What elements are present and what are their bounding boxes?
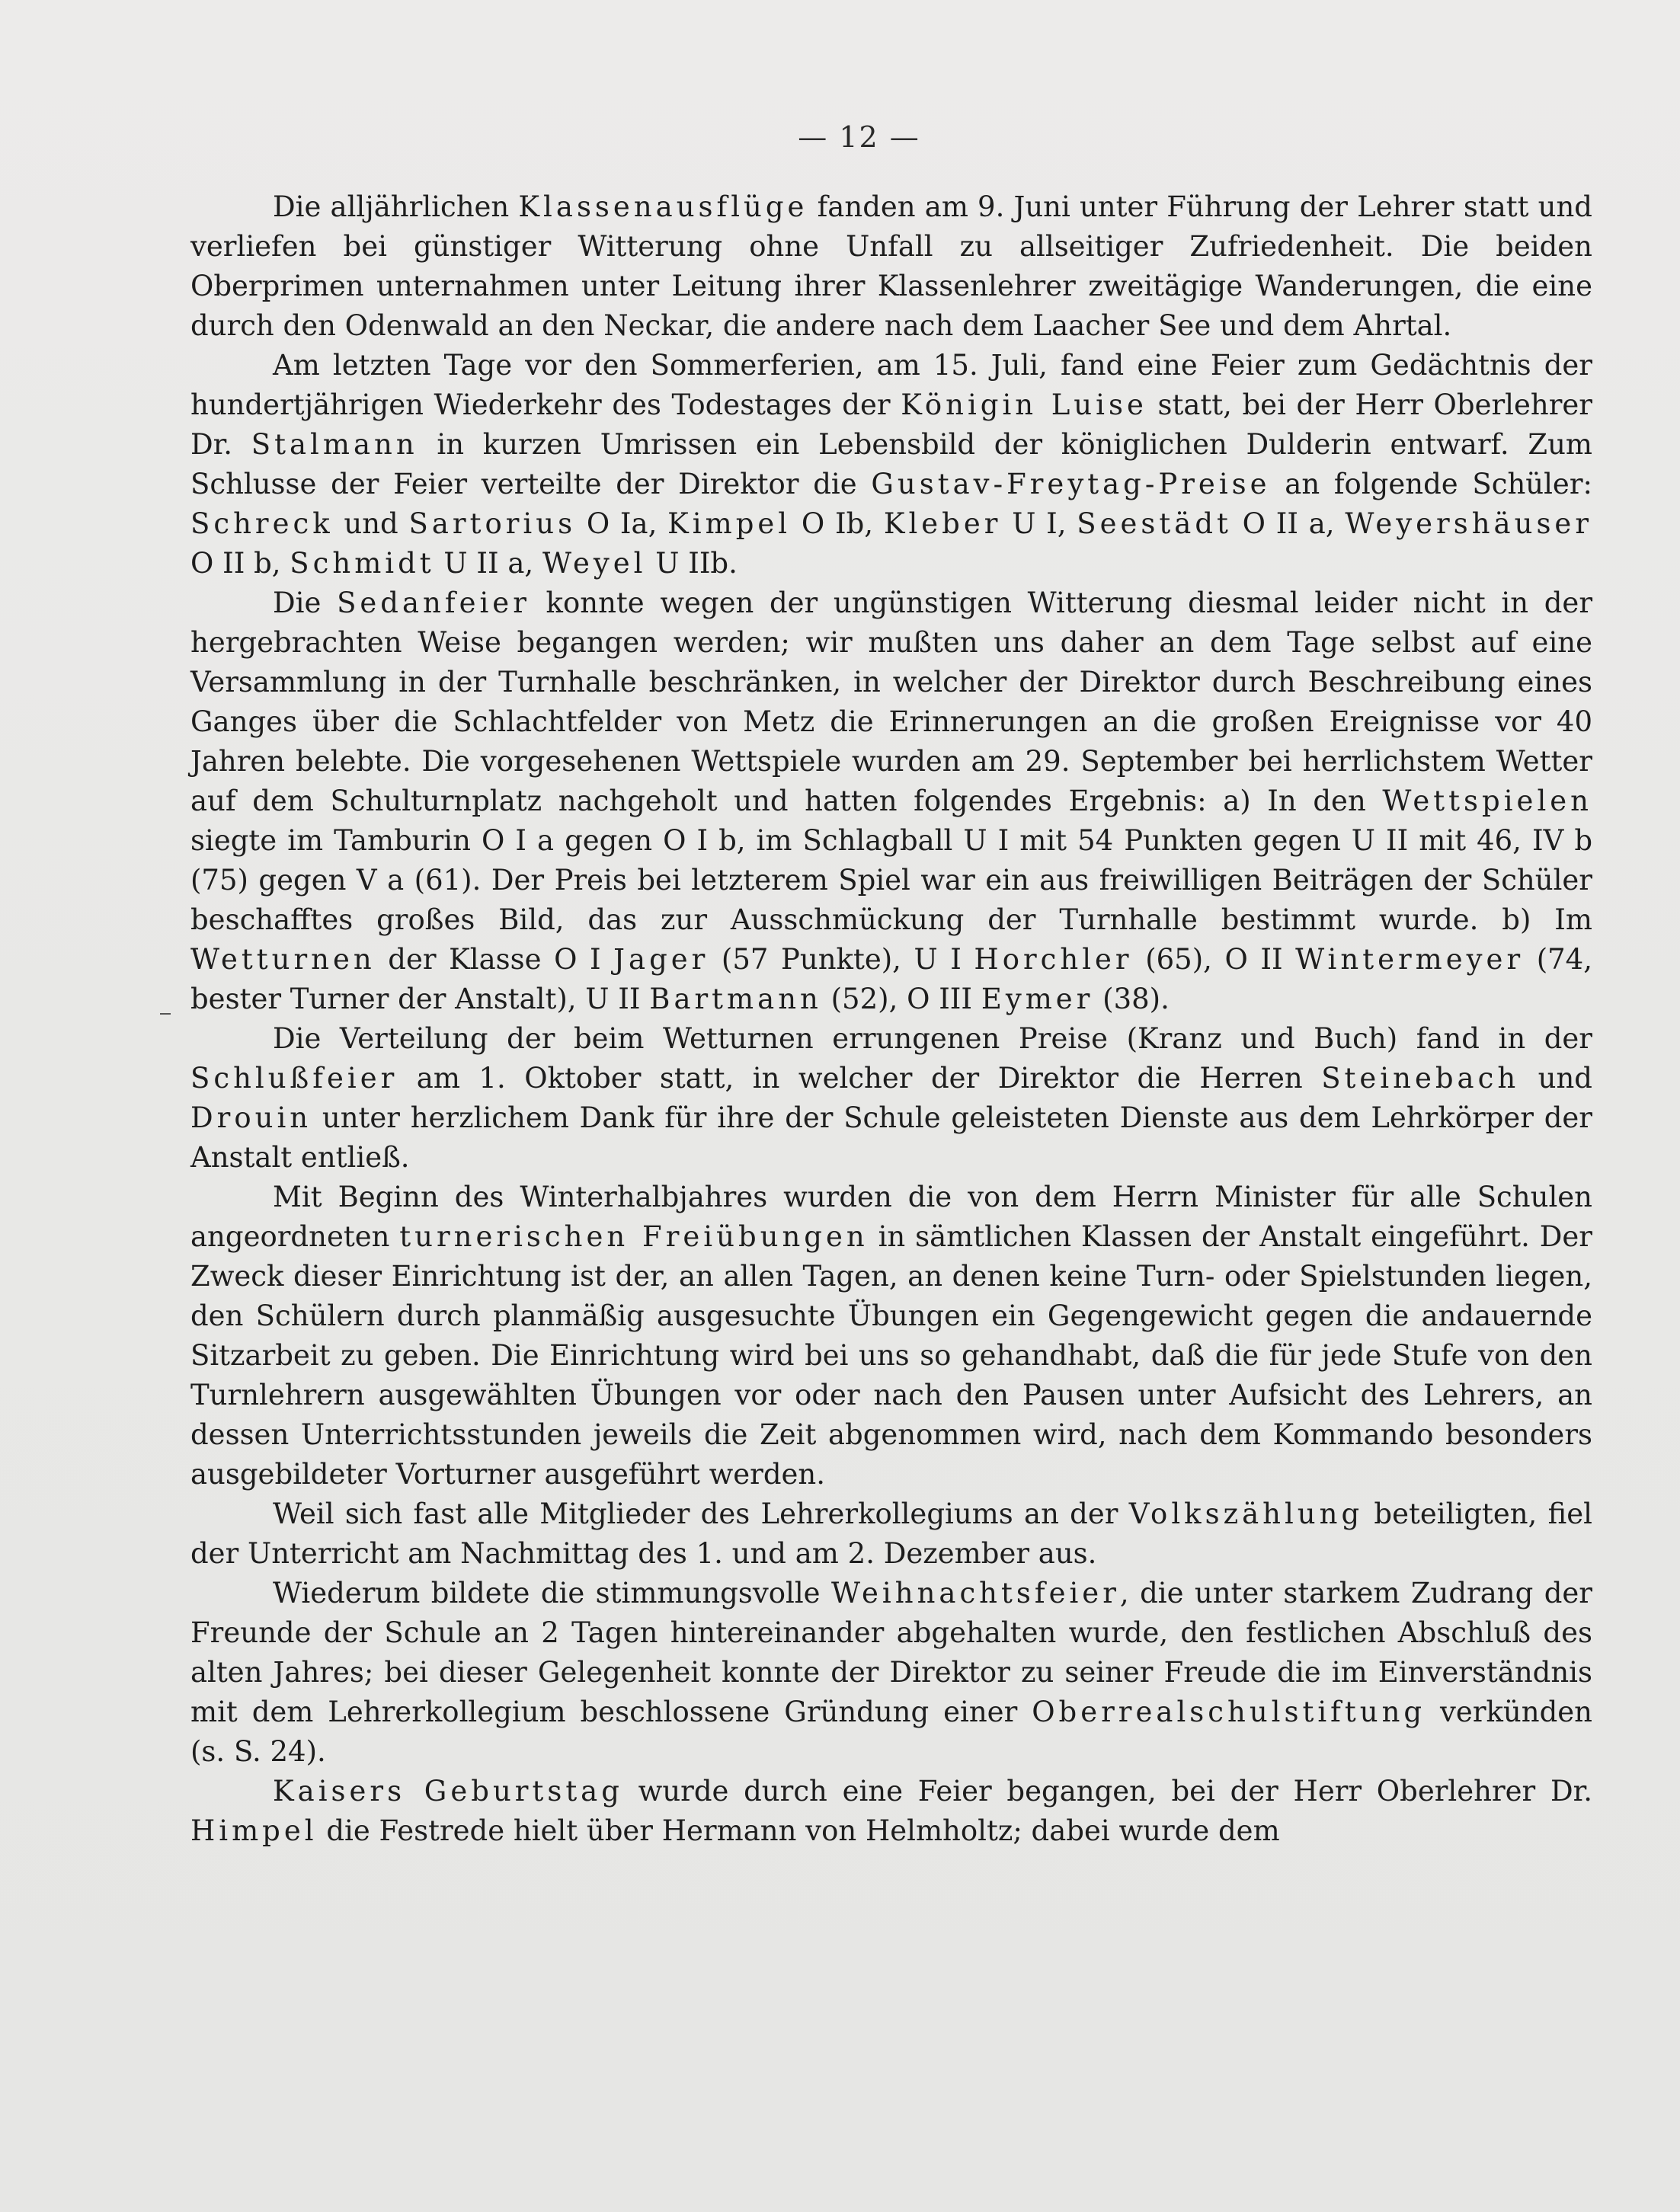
spaced-emphasis-text: Kimpel bbox=[667, 507, 792, 540]
paragraph bbox=[190, 1574, 1592, 1772]
spaced-emphasis-text: Weyel bbox=[542, 547, 647, 580]
spaced-emphasis-text: Seestädt bbox=[1077, 507, 1232, 540]
paragraph bbox=[190, 346, 1592, 583]
spaced-emphasis-text: Weihnachtsfeier bbox=[831, 1577, 1120, 1609]
paragraph-text: Mit Beginn des Winterhalbjahres wurden die von dem Herrn Minister für alle Schulen angeordneten bbox=[190, 1181, 1592, 1253]
paragraph-text: in kurzen Umrissen ein Lebensbild der königlichen Dulderin entwarf. Zum Schlusse der Feier verteilte der Direktor die bbox=[190, 428, 1592, 500]
paragraph-text: (74, bester Turner der Anstalt), U II bbox=[190, 943, 1592, 1015]
paragraph-text: , die unter starkem Zudrang der Freunde der Schule an 2 Tagen hintereinander abgehalten wurde, den festlichen Abschluß des alten Jahres; bei dieser Gelegenheit konnte der Direktor zu seiner Freude die im Einverständnis mit dem Lehrerkollegium beschlossene Gründung einer bbox=[190, 1577, 1592, 1728]
paragraph-text: O II b, bbox=[190, 547, 290, 580]
spaced-emphasis-text: Kaisers Geburtstag bbox=[273, 1775, 623, 1808]
spaced-emphasis-text: Volkszählung bbox=[1128, 1498, 1364, 1530]
margin-mark bbox=[160, 1013, 171, 1015]
paragraph bbox=[190, 1772, 1592, 1851]
paragraph-text: konnte wegen der ungünstigen Witterung diesmal leider nicht in der hergebrachten Weise begangen werden; wir mußten uns daher an dem Tage selbst auf eine Versammlung in der Turnhalle beschränken, in welcher der Direktor durch Beschreibung eines Ganges über die Schlachtfelder von Metz die Erinnerungen an die großen Ereignisse vor 40 Jahren belebte. Die vorgesehenen Wettspiele wurden am 29. September bei herrlichstem Wetter auf dem Schulturnplatz nachgeholt und hatten folgendes Ergebnis: a) In den bbox=[190, 587, 1593, 817]
paragraph bbox=[190, 1019, 1592, 1178]
spaced-emphasis-text: turnerischen Freiübungen bbox=[399, 1220, 869, 1253]
paragraph-text: Die alljährlichen bbox=[273, 190, 519, 223]
paragraph-text: die Festrede hielt über Hermann von Helmholtz; dabei wurde dem bbox=[317, 1814, 1280, 1847]
spaced-emphasis-text: Sedanfeier bbox=[337, 587, 530, 619]
paragraph-text: U II a, bbox=[434, 547, 542, 580]
paragraph-text: (52), O III bbox=[821, 983, 981, 1015]
paragraph-text: in sämtlichen Klassen der Anstalt eingeführt. Der Zweck dieser Einrichtung ist der, an allen Tagen, an denen keine Turn- oder Spielstunden liegen, den Schülern durch planmäßig ausgesuchte Übungen ein Gegengewicht gegen die andauernde Sitzarbeit zu geben. Die Einrichtung wird bei uns so gehandhabt, daß die für jede Stufe von den Turnlehrern ausgewählten Übungen vor oder nach den Pausen unter Aufsicht des Lehrers, an dessen Unterrichtsstunden jeweils die Zeit abgenommen wird, nach dem Kommando besonders ausgebildeter Vorturner ausgeführt werden. bbox=[190, 1220, 1592, 1491]
spaced-emphasis-text: Sartorius bbox=[408, 507, 577, 540]
spaced-emphasis-text: Gustav-Freytag-Preise bbox=[871, 468, 1271, 500]
spaced-emphasis-text: Klassenausflüge bbox=[518, 190, 808, 223]
paragraph bbox=[190, 1178, 1592, 1494]
paragraph-text: (57 Punkte), U I bbox=[709, 943, 974, 976]
paragraph bbox=[190, 187, 1592, 346]
paragraph-text: und bbox=[333, 507, 409, 540]
paragraph-text: O Ib, bbox=[791, 507, 884, 540]
page-number-header: — 12 — bbox=[798, 120, 920, 154]
spaced-emphasis-text: Wetturnen bbox=[190, 943, 376, 976]
paragraph bbox=[190, 1494, 1592, 1574]
spaced-emphasis-text: Schmidt bbox=[290, 547, 435, 580]
spaced-emphasis-text: Wettspielen bbox=[1382, 785, 1592, 817]
paragraph-text: statt, bei der Herr Oberlehrer Dr. bbox=[190, 388, 1592, 461]
spaced-emphasis-text: Stalmann bbox=[251, 428, 418, 461]
paragraph-text: fanden am 9. Juni unter Führung der Lehrer statt und verliefen bei günstiger Witterung ohne Unfall zu allseitiger Zufriedenheit. Die beiden Oberprimen unternahmen unter Leitung ihrer Klassenlehrer zweitägige Wanderungen, die eine durch den Odenwald an den Neckar, die andere nach dem Laacher See und dem Ahrtal. bbox=[190, 190, 1592, 342]
paragraph-text: U IIb. bbox=[646, 547, 738, 580]
paragraph-text: und bbox=[1519, 1062, 1592, 1095]
spaced-emphasis-text: Kleber bbox=[883, 507, 1002, 540]
spaced-emphasis-text: Schlußfeier bbox=[190, 1062, 398, 1095]
spaced-emphasis-text: Eymer bbox=[981, 983, 1094, 1015]
paragraph-text: der Klasse O I bbox=[375, 943, 614, 976]
paragraph-text: an folgende Schüler: bbox=[1270, 468, 1592, 500]
paragraph-text: siegte im Tamburin O I a gegen O I b, im Schlagball U I mit 54 Punkten gegen U II mit 46, IV b (75) gegen V a (61). Der Preis bei letzterem Spiel war ein aus freiwilligen Beiträgen der Schüler beschafftes großes Bild, das zur Ausschmückung der Turnhalle bestimmt wurde. b) Im bbox=[190, 824, 1592, 936]
spaced-emphasis-text: Bartmann bbox=[649, 983, 822, 1015]
spaced-emphasis-text: Horchler bbox=[974, 943, 1133, 976]
spaced-emphasis-text: Oberrealschulstiftung bbox=[1032, 1696, 1426, 1728]
paragraph-text: Wiederum bildete die stimmungsvolle bbox=[273, 1577, 831, 1609]
paragraph-text: (65), O II bbox=[1132, 943, 1296, 976]
spaced-emphasis-text: Wintermeyer bbox=[1295, 943, 1525, 976]
spaced-emphasis-text: Jager bbox=[613, 943, 709, 976]
paragraph-text: unter herzlichem Dank für ihre der Schule geleisteten Dienste aus dem Lehrkörper der Anstalt entließ. bbox=[190, 1101, 1592, 1174]
paragraph bbox=[190, 583, 1592, 1019]
spaced-emphasis-text: Himpel bbox=[190, 1814, 318, 1847]
paragraph-text: O II a, bbox=[1231, 507, 1346, 540]
paragraph-text: Am letzten Tage vor den Sommerferien, am 15. Juli, fand eine Feier zum Gedächtnis der hundertjährigen Wiederkehr des Todestages der bbox=[190, 349, 1592, 421]
paragraph-text: (38). bbox=[1093, 983, 1170, 1015]
spaced-emphasis-text: Weyershäuser bbox=[1345, 507, 1593, 540]
paragraph-text: wurde durch eine Feier begangen, bei der Herr Oberlehrer Dr. bbox=[622, 1775, 1592, 1808]
paragraph-text: am 1. Oktober statt, in welcher der Direktor die Herren bbox=[398, 1062, 1322, 1095]
body-text bbox=[190, 187, 1592, 1851]
paragraph-text: U I, bbox=[1001, 507, 1077, 540]
paragraph-text: Die bbox=[273, 587, 338, 619]
paragraph-text: Die Verteilung der beim Wetturnen errungenen Preise (Kranz und Buch) fand in der bbox=[273, 1022, 1592, 1055]
spaced-emphasis-text: Steinebach bbox=[1321, 1062, 1520, 1095]
paragraph-text: O Ia, bbox=[576, 507, 668, 540]
spaced-emphasis-text: Schreck bbox=[190, 507, 334, 540]
spaced-emphasis-text: Königin Luise bbox=[901, 388, 1147, 421]
paragraph-text: Weil sich fast alle Mitglieder des Lehrerkollegiums an der bbox=[273, 1498, 1129, 1530]
paragraph-text: beteiligten, fiel der Unterricht am Nachmittag des 1. und am 2. Dezember aus. bbox=[190, 1498, 1592, 1570]
spaced-emphasis-text: Drouin bbox=[190, 1101, 312, 1134]
paragraph-text: verkünden (s. S. 24). bbox=[190, 1696, 1592, 1768]
